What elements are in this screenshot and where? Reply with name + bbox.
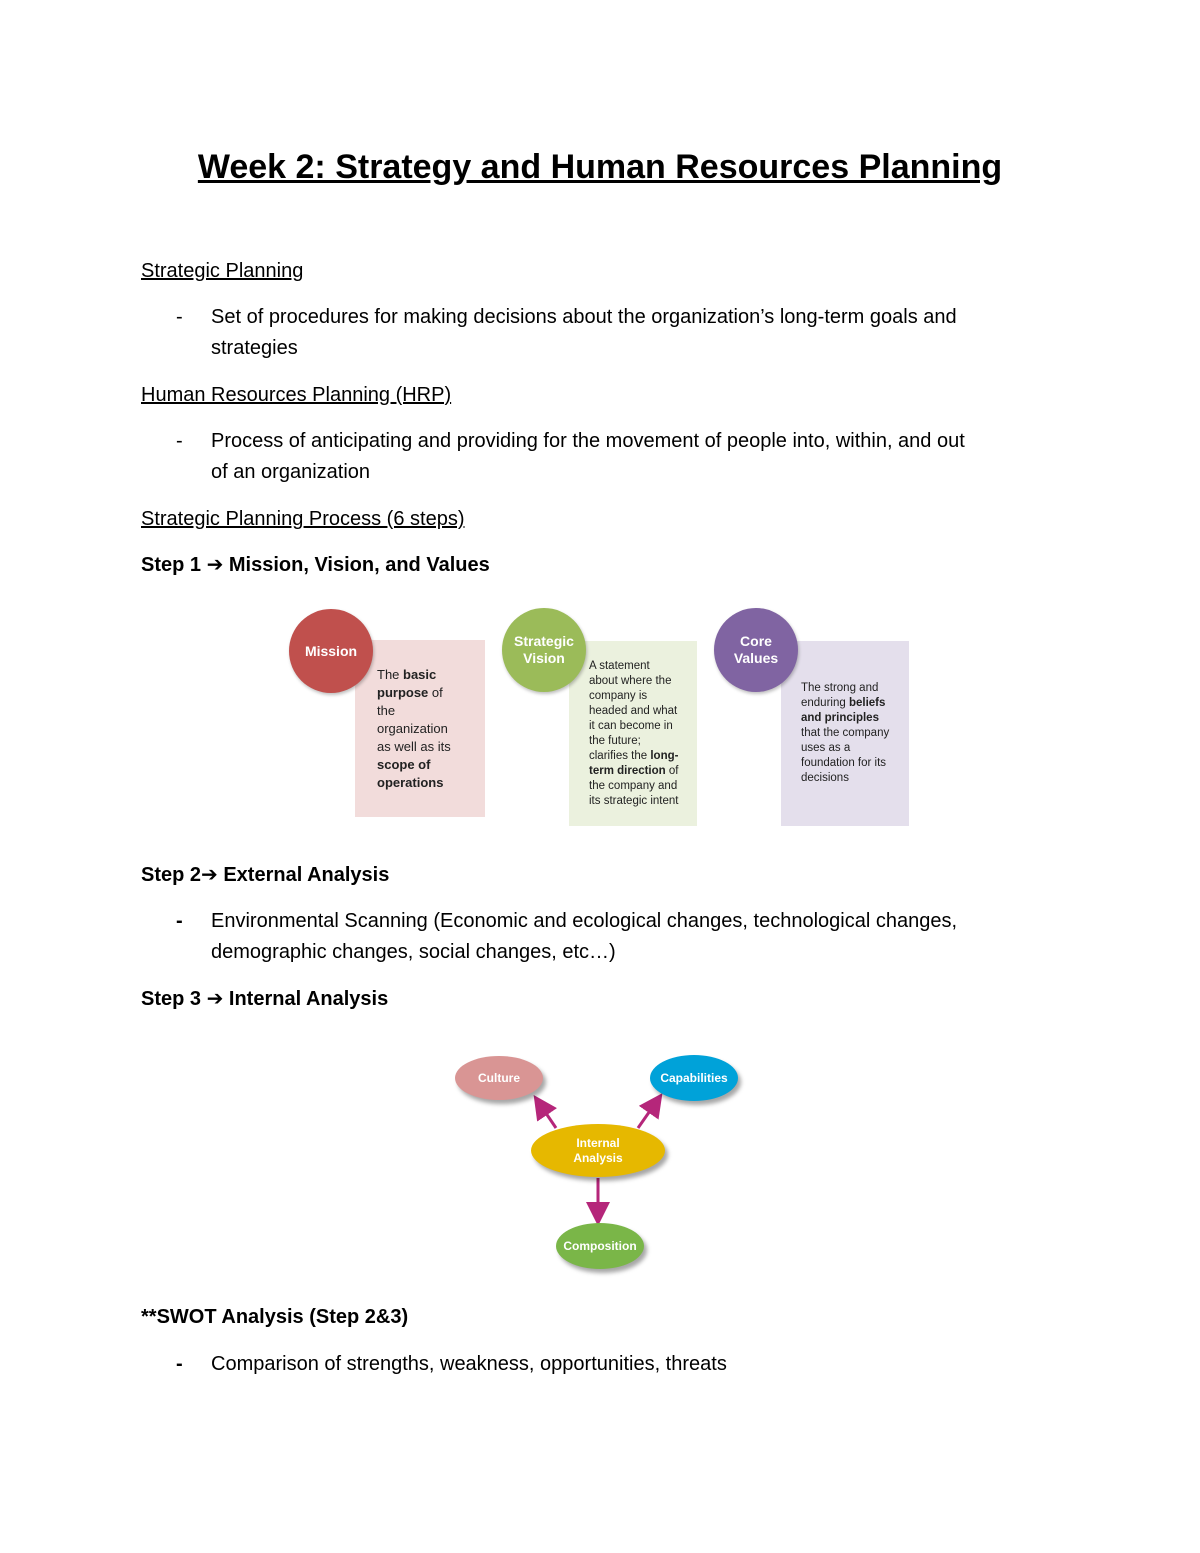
process-heading: Strategic Planning Process (6 steps) <box>141 508 465 530</box>
values-text: that the company <box>801 727 890 739</box>
vision-text: the future; <box>589 735 641 747</box>
mission-text: operations <box>377 775 444 790</box>
values-circle <box>714 608 798 692</box>
step3-label: Step 3 ➔ Internal Analysis <box>141 988 389 1010</box>
mission-text: organization <box>377 721 448 736</box>
step2-text-line2: demographic changes, social changes, etc…) <box>211 941 616 963</box>
vision-text: long- <box>650 750 679 762</box>
vision-text: its strategic intent <box>589 795 679 807</box>
values-text: foundation for its <box>801 757 887 769</box>
values-text: and principles <box>801 712 879 724</box>
values-text: decisions <box>801 772 849 784</box>
mission-circle <box>289 609 373 693</box>
vision-text: company is <box>589 690 648 702</box>
vision-text: the company and <box>589 780 678 792</box>
culture-node <box>455 1056 543 1100</box>
swot-text-line1: Comparison of strengths, weakness, opportunities, threats <box>211 1353 727 1375</box>
bullet-dash: - <box>176 306 183 328</box>
mission-text: The <box>377 667 404 682</box>
vision-circle <box>502 608 586 692</box>
values-text: uses as a <box>801 742 851 754</box>
values-box <box>781 641 909 826</box>
strategic-planning-text-line1: Set of procedures for making decisions about the organization’s long-term goals and <box>211 306 957 328</box>
vision-text: A statement <box>589 660 650 672</box>
mission-text: basic <box>403 667 437 682</box>
composition-node <box>556 1223 644 1269</box>
composition-label: Composition <box>563 1238 637 1253</box>
vision-text: clarifies the <box>589 750 651 762</box>
capabilities-node <box>650 1055 738 1101</box>
vision-circle-label: Strategic <box>514 633 574 649</box>
hrp-text-line2: of an organization <box>211 461 371 483</box>
vision-text: of <box>665 765 679 777</box>
strategic-planning-text-line2: strategies <box>211 337 298 359</box>
step2-text-line1: Environmental Scanning (Economic and ecological changes, technological changes, <box>211 910 958 932</box>
strategic-planning-heading: Strategic Planning <box>141 260 304 282</box>
internal-analysis-label: Internal <box>576 1135 620 1150</box>
page-title: Week 2: Strategy and Human Resources Planning <box>197 148 1003 186</box>
mission-circle-label: Mission <box>304 642 358 659</box>
mission-text: as well as its <box>377 739 451 754</box>
step2-label: Step 2➔ External Analysis <box>141 864 390 886</box>
vision-text: headed and what <box>589 705 678 717</box>
internal-analysis-label: Analysis <box>573 1150 623 1165</box>
bullet-dash: - <box>176 910 183 932</box>
capabilities-label: Capabilities <box>660 1070 728 1085</box>
values-text: beliefs <box>848 697 886 709</box>
arrow-to-capabilities <box>638 1098 659 1128</box>
arrow-to-culture <box>537 1100 556 1128</box>
values-text: enduring <box>801 697 849 709</box>
values-circle-label: Values <box>733 650 779 666</box>
vision-text: term direction <box>589 765 666 777</box>
mission-text: scope of <box>377 757 431 772</box>
vision-text: about where the <box>589 675 672 687</box>
hrp-heading: Human Resources Planning (HRP) <box>141 384 452 406</box>
step1-label: Step 1 ➔ Mission, Vision, and Values <box>141 554 490 576</box>
bullet-dash: - <box>176 1353 183 1375</box>
values-text: The strong and <box>801 682 879 694</box>
hrp-text-line1: Process of anticipating and providing for the movement of people into, within, and out <box>211 430 965 452</box>
vision-circle-label: Vision <box>523 650 565 666</box>
mission-text: of <box>428 685 443 700</box>
mission-text: purpose <box>377 685 429 700</box>
vision-text: it can become in <box>589 720 673 732</box>
mission-box <box>355 640 485 817</box>
values-circle-label: Core <box>740 633 772 649</box>
vision-box <box>569 641 697 826</box>
swot-label: **SWOT Analysis (Step 2&3) <box>141 1306 409 1328</box>
bullet-dash: - <box>176 430 183 452</box>
mission-text: the <box>377 703 396 718</box>
culture-label: Culture <box>478 1070 520 1085</box>
internal-analysis-node <box>531 1124 665 1177</box>
